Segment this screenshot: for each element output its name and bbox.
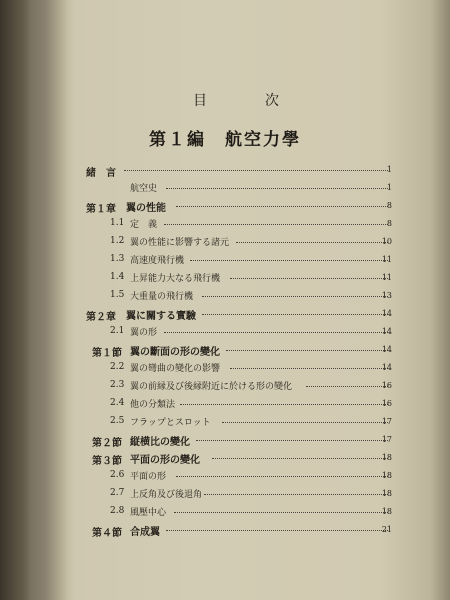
entry-number: 2.2: [110, 362, 125, 372]
toc-entry: [0, 232, 450, 250]
entry-title: 合成翼: [130, 527, 160, 538]
leader-dots: [230, 368, 388, 369]
entry-title: 高速度飛行機: [130, 256, 185, 266]
entry-title: 上昇能力大なる飛行機: [130, 274, 221, 284]
entry-title: 翼の斷面の形の變化: [130, 347, 220, 358]
leader-dots: [196, 440, 388, 441]
leader-dots: [226, 350, 388, 351]
entry-title: 上反角及び後退角: [130, 490, 203, 500]
leader-dots: [166, 530, 388, 531]
toc-entry: [0, 466, 450, 484]
toc-entry: [0, 160, 450, 178]
toc-entry: [0, 322, 450, 340]
leader-dots: [222, 422, 388, 423]
contents-heading: 目 次: [193, 93, 301, 109]
page-number: 14: [381, 309, 392, 318]
page-number: 14: [381, 327, 392, 336]
page-number: 18: [381, 471, 392, 480]
entry-title: フラップとスロット: [130, 418, 211, 428]
page-number: 18: [381, 507, 392, 516]
entry-number: 2.6: [110, 470, 125, 480]
entry-number: 第２章: [86, 312, 116, 323]
entry-title: 定 義: [130, 220, 158, 230]
toc-entry: [0, 394, 450, 412]
page-number: 18: [381, 453, 392, 462]
toc-entry: [0, 268, 450, 286]
leader-dots: [230, 278, 388, 279]
entry-number: 2.1: [110, 326, 125, 336]
entry-number: 第１節: [92, 348, 122, 359]
entry-title: 翼の彎曲の變化の影響: [130, 364, 221, 374]
entry-number: 第１章: [86, 204, 116, 215]
toc-entry: [0, 250, 450, 268]
page-number: 13: [381, 291, 392, 300]
entry-number: 1.4: [110, 272, 125, 282]
page-number: 1: [386, 183, 392, 192]
entry-title: 他の分類法: [130, 400, 176, 410]
toc-entry: [0, 502, 450, 520]
entry-number: 1.1: [110, 218, 125, 228]
leader-dots: [166, 188, 388, 189]
leader-dots: [124, 170, 388, 171]
entry-title: 航空史: [130, 184, 158, 194]
entry-title: 風壓中心: [130, 508, 167, 518]
toc-entry: [0, 484, 450, 502]
part-heading: 第１編 航空力學: [149, 130, 301, 150]
leader-dots: [164, 224, 388, 225]
entry-number: 2.5: [110, 416, 125, 426]
page-number: 14: [381, 363, 392, 372]
page-number: 8: [386, 201, 392, 210]
page-number: 21: [381, 525, 392, 534]
toc-entry: [0, 376, 450, 394]
entry-number: 第４節: [92, 528, 122, 539]
toc-entry: [0, 214, 450, 232]
entry-number: 2.7: [110, 488, 125, 498]
entry-number: 1.3: [110, 254, 125, 264]
toc-entry: [0, 430, 450, 448]
toc-entry: [0, 196, 450, 214]
entry-title: 平面の形の變化: [130, 455, 200, 466]
page-number: 16: [381, 399, 392, 408]
toc-entry: [0, 178, 450, 196]
entry-title: 大重量の飛行機: [130, 292, 194, 302]
entry-title: 縦横比の變化: [130, 437, 190, 448]
page-number: 16: [381, 381, 392, 390]
page-number: 8: [386, 219, 392, 228]
entry-title: 翼の性能に影響する諸元: [130, 238, 230, 248]
leader-dots: [176, 206, 388, 207]
leader-dots: [212, 458, 388, 459]
page-number: 18: [381, 489, 392, 498]
toc-entry: [0, 520, 450, 538]
toc-entry: [0, 412, 450, 430]
leader-dots: [190, 260, 388, 261]
page-number: 11: [381, 255, 392, 264]
entry-number: 1.2: [110, 236, 125, 246]
toc-entry: [0, 304, 450, 322]
entry-number: 2.3: [110, 380, 125, 390]
page-number: 11: [381, 273, 392, 282]
entry-title: 翼に關する實驗: [126, 311, 196, 322]
leader-dots: [164, 332, 388, 333]
toc-entry: [0, 340, 450, 358]
leader-dots: [204, 494, 388, 495]
leader-dots: [174, 512, 388, 513]
entry-number: 緒 言: [86, 168, 116, 179]
toc-entry: [0, 448, 450, 466]
entry-title: 平面の形: [130, 472, 167, 482]
entry-number: 1.5: [110, 290, 125, 300]
entry-title: 翼の形: [130, 328, 158, 338]
entry-number: 2.8: [110, 506, 125, 516]
leader-dots: [202, 296, 388, 297]
entry-number: 第２節: [92, 438, 122, 449]
entry-number: 2.4: [110, 398, 125, 408]
page-number: 1: [386, 165, 392, 174]
leader-dots: [180, 404, 388, 405]
page-number: 10: [381, 237, 392, 246]
leader-dots: [236, 242, 388, 243]
toc-entry: [0, 286, 450, 304]
entry-title: 翼の前縁及び後縁附近に於ける形の變化: [130, 382, 293, 392]
entry-title: 翼の性能: [126, 203, 166, 214]
leader-dots: [176, 476, 388, 477]
page-number: 14: [381, 345, 392, 354]
page-number: 17: [381, 435, 392, 444]
page-number: 17: [381, 417, 392, 426]
toc-entry: [0, 358, 450, 376]
entry-number: 第３節: [92, 456, 122, 467]
leader-dots: [202, 314, 388, 315]
